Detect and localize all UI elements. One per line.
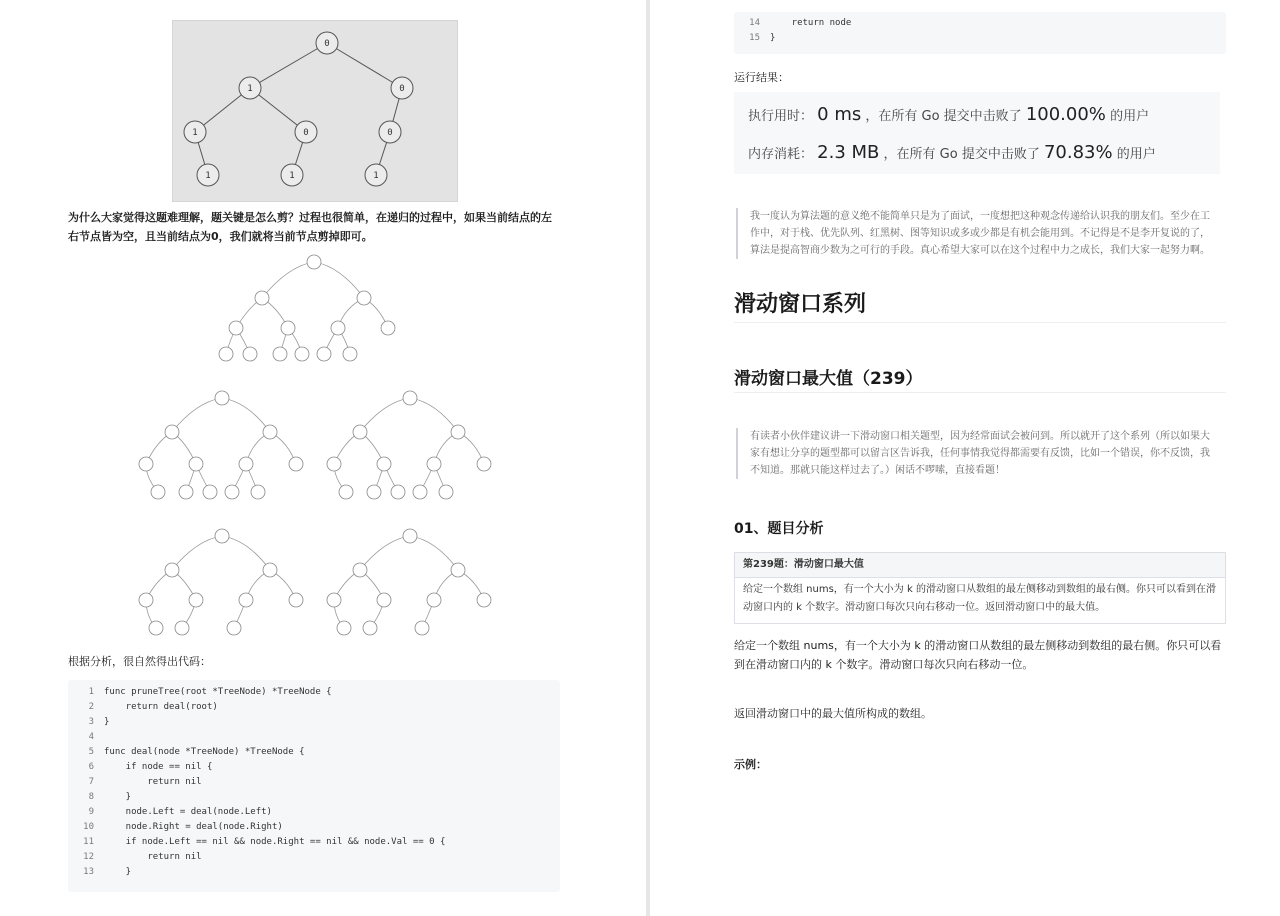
line-number: 4: [88, 732, 94, 742]
code-line: [68, 792, 560, 807]
svg-text:0: 0: [303, 128, 309, 138]
right-page: [650, 0, 1280, 916]
result-time-label: 执行用时：: [748, 109, 814, 124]
result-row-memory: [748, 142, 1156, 163]
code-line: [68, 717, 560, 732]
line-number: 15: [749, 33, 760, 43]
line-number: 13: [83, 867, 94, 877]
line-number: 5: [88, 747, 94, 757]
result-time-tail: 的用户: [1110, 109, 1150, 124]
section-title-rule: [734, 322, 1226, 323]
problem-card: [734, 552, 1226, 624]
problem-title: 第239题：滑动窗口最大值: [735, 553, 1225, 578]
code-line: [68, 777, 560, 792]
code-line: [734, 18, 1226, 33]
code-text: func pruneTree(root *TreeNode) *TreeNode {: [104, 687, 332, 697]
svg-text:1: 1: [373, 171, 379, 181]
code-line: [68, 687, 560, 702]
code-text: }: [104, 792, 132, 802]
line-number: 12: [83, 852, 94, 862]
result-time-percent: 100.00%: [1025, 104, 1106, 125]
code-text: if node == nil {: [104, 762, 213, 772]
line-number: 11: [83, 837, 94, 847]
svg-text:0: 0: [399, 84, 405, 94]
line-number: 6: [88, 762, 94, 772]
line-number: 8: [88, 792, 94, 802]
problem-description: 给定一个数组 nums，有一个大小为 k 的滑动窗口从数组的最左侧移动到数组的最右侧。你只可以看到在滑动窗口内的 k 个数字。滑动窗口每次只向右移动一位。返回滑动窗口中的最大值。: [743, 584, 1216, 613]
code-line: [68, 867, 560, 882]
pruned-tree-diagram: [173, 21, 457, 201]
line-number: 7: [88, 777, 94, 787]
svg-text:1: 1: [192, 128, 198, 138]
code-line: [68, 747, 560, 762]
line-number: 9: [88, 807, 94, 817]
example-label: 示例：: [734, 758, 767, 771]
pruning-process-diagram: [108, 252, 528, 648]
svg-text:0: 0: [324, 39, 330, 49]
result-memory-value: 2.3 MB: [817, 142, 880, 163]
tree-figure: [172, 20, 458, 202]
code-line: [68, 702, 560, 717]
run-result-label: 运行结果：: [734, 71, 789, 84]
result-time-value: 0 ms: [817, 104, 862, 125]
code-block-left: [68, 680, 560, 892]
subsection-title-rule: [734, 392, 1226, 393]
code-intro: 根据分析，很自然得出代码：: [68, 655, 211, 668]
result-time-mid: ，在所有 Go 提交中击败了: [865, 109, 1022, 124]
return-statement: 返回滑动窗口中的最大值所构成的数组。: [734, 707, 932, 720]
analysis-heading: 01、题目分析: [734, 521, 824, 537]
svg-text:1: 1: [205, 171, 211, 181]
problem-restatement: 给定一个数组 nums，有一个大小为 k 的滑动窗口从数组的最左侧移动到数组的最右侧。你只可以看到在滑动窗口内的 k 个数字。滑动窗口每次只向右移动一位。: [734, 639, 1222, 671]
svg-text:1: 1: [289, 171, 295, 181]
result-row-time: [748, 104, 1149, 125]
code-text: }: [770, 33, 776, 43]
code-text: return deal(root): [104, 702, 218, 712]
result-memory-tail: 的用户: [1116, 147, 1156, 162]
code-text: return node: [770, 18, 852, 28]
result-memory-label: 内存消耗：: [748, 147, 814, 162]
section-title: 滑动窗口系列: [734, 292, 867, 317]
code-line: [734, 33, 1226, 48]
author-quote: 我一度认为算法题的意义绝不能简单只是为了面试，一度想把这种观念传递给认识我的朋友们。至少在工作中，对于栈、优先队列、红黑树、图等知识或多或少都是有机会能用到。不记得是不是李开复说的了，算法是提高智商少数为之可行的手段。真心希望大家可以在这个过程中力之成长，我们大家一起努力啊。: [736, 208, 1218, 259]
code-line: [68, 807, 560, 822]
subsection-title: 滑动窗口最大值（239）: [734, 369, 923, 389]
run-result-box: [734, 92, 1220, 174]
code-text: node.Left = deal(node.Left): [104, 807, 272, 817]
code-line: [68, 822, 560, 837]
line-number: 14: [749, 18, 760, 28]
code-text: func deal(node *TreeNode) *TreeNode {: [104, 747, 305, 757]
line-number: 2: [88, 702, 94, 712]
result-memory-mid: ，在所有 Go 提交中击败了: [883, 147, 1040, 162]
code-text: return nil: [104, 777, 202, 787]
reader-quote: 有读者小伙伴建议讲一下滑动窗口相关题型，因为经常面试会被问到。所以就开了这个系列（所以如果大家有想让分享的题型都可以留言区告诉我，任何事情我觉得都需要有反馈，比如一个错误，你不反馈，我不知道。那就只能这样过去了。）闲话不啰嗦，直接看题！: [736, 428, 1218, 479]
code-text: }: [104, 867, 132, 877]
result-memory-percent: 70.83%: [1043, 142, 1113, 163]
code-block-right: [734, 12, 1226, 54]
svg-text:1: 1: [247, 84, 253, 94]
code-text: if node.Left == nil && node.Right == nil && node.Val == 0 {: [104, 837, 446, 847]
code-line: [68, 852, 560, 867]
code-line: [68, 732, 560, 747]
code-text: node.Right = deal(node.Right): [104, 822, 283, 832]
intro-paragraph: 为什么大家觉得这题难理解，题关键是怎么剪？过程也很简单，在递归的过程中，如果当前结点的左右节点皆为空，且当前结点为0，我们就将当前节点剪掉即可。: [68, 211, 552, 243]
svg-text:0: 0: [387, 128, 393, 138]
code-line: [68, 837, 560, 852]
line-number: 3: [88, 717, 94, 727]
code-text: return nil: [104, 852, 202, 862]
code-text: }: [104, 717, 110, 727]
line-number: 1: [88, 687, 94, 697]
code-line: [68, 762, 560, 777]
line-number: 10: [83, 822, 94, 832]
